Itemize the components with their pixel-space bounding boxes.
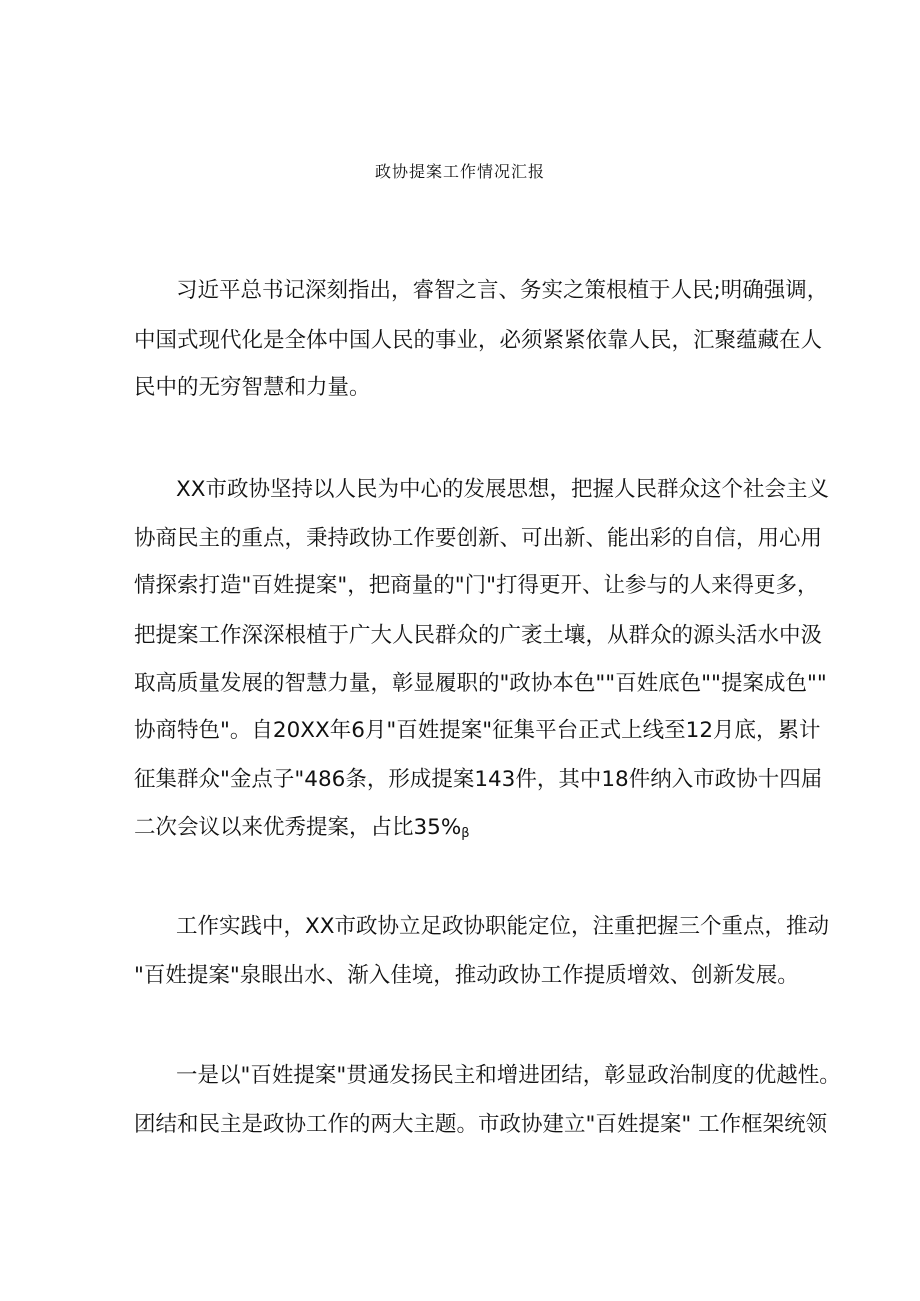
paragraph-2-line-8-text: 二次会议以来优秀提案，占比35%	[134, 815, 462, 840]
paragraph-2-line-3: 情探索打造"百姓提案"，把商量的"门"打得更开、让参与的人来得更多，	[134, 573, 819, 598]
paragraph-4-line-2: 团结和民主是政协工作的两大主题。市政协建立"百姓提案" 工作框架统领	[134, 1112, 828, 1137]
document-title: 政协提案工作情况汇报	[374, 162, 545, 181]
paragraph-2-line-4: 把提案工作深深根植于广大人民群众的广袤土壤，从群众的源头活水中汲	[134, 623, 823, 648]
paragraph-1-line-1: 习近平总书记深刻指出，睿智之言、务实之策根植于人民;明确强调，	[176, 278, 829, 303]
paragraph-2-line-7: 征集群众"金点子"486条，形成提案143件，其中18件纳入市政协十四届	[134, 767, 823, 792]
paragraph-2-line-5: 取高质量发展的智慧力量，彰显履职的"政协本色""百姓底色""提案成色""	[134, 671, 827, 696]
trailing-mark: β	[461, 826, 470, 841]
paragraph-4-line-1: 一是以"百姓提案"贯通发扬民主和增进团结，彰显政治制度的优越性。	[176, 1063, 841, 1088]
paragraph-2-line-2: 协商民主的重点，秉持政协工作要创新、可出新、能出彩的自信，用心用	[134, 526, 823, 551]
paragraph-1-line-2: 中国式现代化是全体中国人民的事业，必须紧紧依靠人民，汇聚蕴藏在人	[134, 328, 823, 353]
paragraph-3-line-2: "百姓提案"泉眼出水、渐入佳境，推动政协工作提质增效、创新发展。	[134, 963, 799, 988]
paragraph-2-line-1: XX市政协坚持以人民为中心的发展思想，把握人民群众这个社会主义	[176, 477, 829, 502]
paragraph-2-line-6: 协商特色"。自20XX年6月"百姓提案"征集平台正式上线至12月底，累计	[134, 718, 821, 743]
paragraph-1-line-3: 民中的无穷智慧和力量。	[134, 375, 371, 400]
paragraph-2-line-8	[134, 813, 470, 843]
paragraph-3-line-1: 工作实践中，XX市政协立足政协职能定位，注重把握三个重点，推动	[176, 914, 829, 939]
